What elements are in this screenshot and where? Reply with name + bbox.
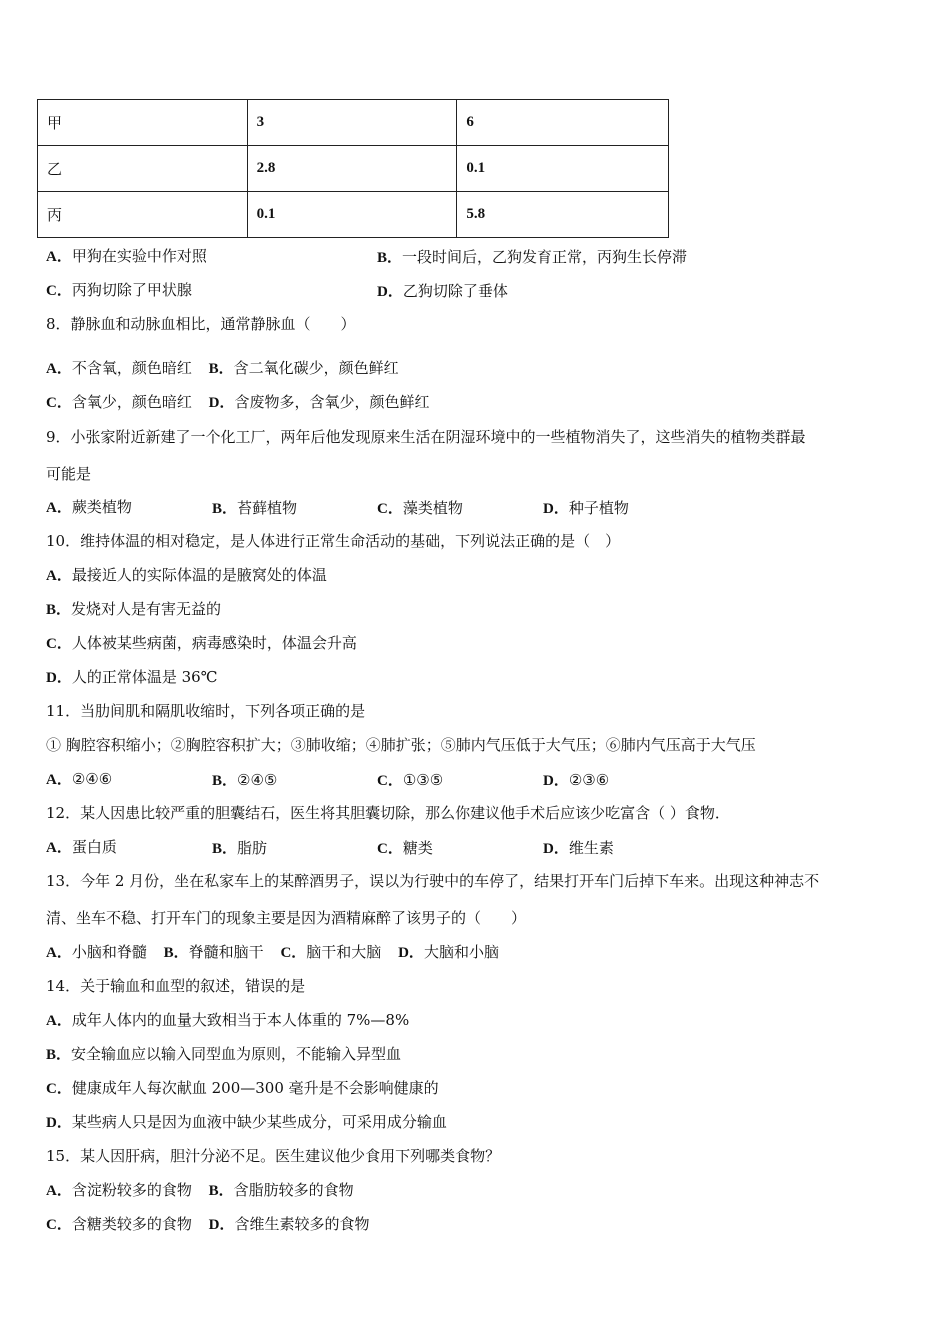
q11-stem: 11．当肋间肌和隔肌收缩时，下列各项正确的是 [46,702,366,720]
table-cell: 乙 [38,146,248,192]
q9-option-c: C．藻类植物 [377,499,463,517]
q15-options-row-2: C．含糖类较多的食物 D．含维生素较多的食物 [46,1215,370,1233]
table-row [38,100,669,146]
q8-options-row-1: A．不含氧，颜色暗红 B．含二氧化碳少，颜色鲜红 [46,359,399,377]
table-row [38,146,669,192]
q10-stem: 10．维持体温的相对稳定，是人体进行正常生命活动的基础，下列说法正确的是（ ） [46,532,621,550]
q7-option-a: A．甲狗在实验中作对照 [46,247,207,265]
data-table [37,99,669,238]
q9-option-d: D．种子植物 [543,499,629,517]
q12-option-b: B．脂肪 [212,839,268,857]
q7-option-d: D．乙狗切除了垂体 [377,282,508,300]
table-cell: 6 [457,100,669,146]
q14-stem: 14．关于输血和血型的叙述，错误的是 [46,977,306,995]
q7-option-c: C．丙狗切除了甲状腺 [46,281,192,299]
q14-option-b: B．安全输血应以输入同型血为原则，不能输入异型血 [46,1045,402,1063]
table-cell: 0.1 [457,146,669,192]
q14-option-a: A．成年人体内的血量大致相当于本人体重的 7%—8% [46,1011,410,1029]
q11-option-c: C．①③⑤ [377,771,444,789]
q13-options-row: A．小脑和脊髓 B．脊髓和脑干 C．脑干和大脑 D．大脑和小脑 [46,943,499,961]
q8-options-row-2: C．含氧少，颜色暗红 D．含废物多，含氧少，颜色鲜红 [46,393,430,411]
q12-option-a: A．蛋白质 [46,838,117,856]
q11-option-a: A．②④⑥ [46,770,113,788]
table-cell: 丙 [38,192,248,238]
q10-option-c: C．人体被某些病菌，病毒感染时，体温会升高 [46,634,357,652]
q10-option-d: D．人的正常体温是 36℃ [46,668,218,686]
table-cell: 5.8 [457,192,669,238]
q14-option-c: C．健康成年人每次献血 200—300 毫升是不会影响健康的 [46,1079,439,1097]
q8-stem: 8．静脉血和动脉血相比，通常静脉血（ ） [46,315,356,333]
q11-option-d: D．②③⑥ [543,771,610,789]
q7-option-b: B．一段时间后，乙狗发育正常，丙狗生长停滞 [377,248,688,266]
q11-option-b: B．②④⑤ [212,771,278,789]
q9-stem-line-2: 可能是 [46,465,92,483]
table-cell: 甲 [38,100,248,146]
q9-option-b: B．苔藓植物 [212,499,298,517]
table-cell: 0.1 [247,192,457,238]
table-cell: 2.8 [247,146,457,192]
q9-option-a: A．蕨类植物 [46,498,132,516]
q13-stem-line-1: 13．今年 2 月份，坐在私家车上的某醉酒男子，误以为行驶中的车停了，结果打开车门后掉下车来。出现这种神志不 [46,872,820,890]
q13-stem-line-2: 清、坐车不稳、打开车门的现象主要是因为酒精麻醉了该男子的（ ） [46,909,527,927]
q9-stem-line-1: 9．小张家附近新建了一个化工厂，两年后他发现原来生活在阴湿环境中的一些植物消失了，这些消失的植物类群最 [46,428,806,446]
q14-option-d: D．某些病人只是因为血液中缺少某些成分，可采用成分输血 [46,1113,447,1131]
q10-option-a: A．最接近人的实际体温的是腋窝处的体温 [46,566,327,584]
q11-items: ① 胸腔容积缩小；②胸腔容积扩大；③肺收缩；④肺扩张；⑤肺内气压低于大气压；⑥肺内气压高于大气压 [46,736,756,754]
table-row [38,192,669,238]
q12-option-c: C．糖类 [377,839,433,857]
q15-options-row-1: A．含淀粉较多的食物 B．含脂肪较多的食物 [46,1181,354,1199]
table-cell: 3 [247,100,457,146]
q12-option-d: D．维生素 [543,839,614,857]
q15-stem: 15．某人因肝病，胆汁分泌不足。医生建议他少食用下列哪类食物？ [46,1147,501,1165]
q10-option-b: B．发烧对人是有害无益的 [46,600,222,618]
q12-stem: 12．某人因患比较严重的胆囊结石，医生将其胆囊切除，那么你建议他手术后应该少吃富含（ ）食物． [46,804,730,822]
